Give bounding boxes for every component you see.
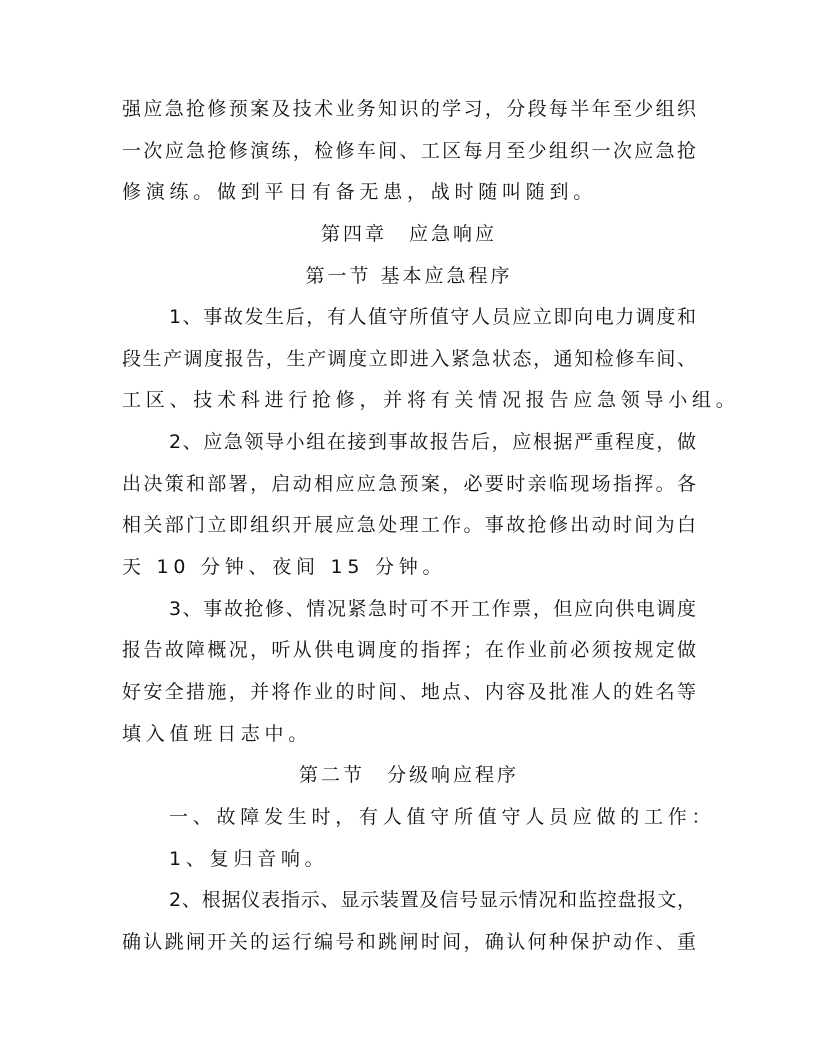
chapter-heading: 第四章 应急响应 xyxy=(320,222,497,245)
paragraph-line: 工区、技术科进行抢修，并将有关情况报告应急领导小组。 xyxy=(122,389,740,412)
paragraph-line: 2、根据仪表指示、显示装置及信号显示情况和监控盘报文， xyxy=(169,889,696,912)
paragraph-line: 3、事故抢修、情况紧急时可不开工作票，但应向供电调度 xyxy=(169,597,696,620)
paragraph-line: 2、应急领导小组在接到事故报告后，应根据严重程度，做 xyxy=(169,431,696,454)
paragraph-line: 相关部门立即组织开展应急处理工作。事故抢修出动时间为白 xyxy=(122,514,696,537)
paragraph-line: 段生产调度报告，生产调度立即进入紧急状态，通知检修车间、 xyxy=(122,347,696,370)
paragraph-line: 填入值班日志中。 xyxy=(122,722,313,745)
paragraph-line: 一次应急抢修演练，检修车间、工区每月至少组织一次应急抢 xyxy=(122,139,696,162)
section-heading: 第二节 分级响应程序 xyxy=(298,764,519,787)
paragraph-line: 天 10 分钟、夜间 15 分钟。 xyxy=(122,556,447,579)
paragraph-line: 1、复归音响。 xyxy=(169,847,329,870)
paragraph-line: 强应急抢修预案及技术业务知识的学习，分段每半年至少组织 xyxy=(122,98,696,120)
paragraph-line: 报告故障概况，听从供电调度的指挥；在作业前必须按规定做 xyxy=(122,639,696,662)
paragraph-line: 1、事故发生后，有人值守所值守人员应立即向电力调度和 xyxy=(169,306,696,329)
paragraph-line: 出决策和部署，启动相应应急预案，必要时亲临现场指挥。各 xyxy=(122,472,696,495)
document-page xyxy=(122,89,740,963)
paragraph-line: 修演练。做到平日有备无患，战时随叫随到。 xyxy=(122,181,598,204)
section-heading: 第一节 基本应急程序 xyxy=(305,264,513,287)
paragraph-line: 好安全措施，并将作业的时间、地点、内容及批准人的姓名等 xyxy=(122,680,696,703)
paragraph-line: 一、故障发生时，有人值守所值守人员应做的工作： xyxy=(169,805,716,828)
paragraph-line: 确认跳闸开关的运行编号和跳闸时间，确认何种保护动作、重 xyxy=(122,930,696,953)
